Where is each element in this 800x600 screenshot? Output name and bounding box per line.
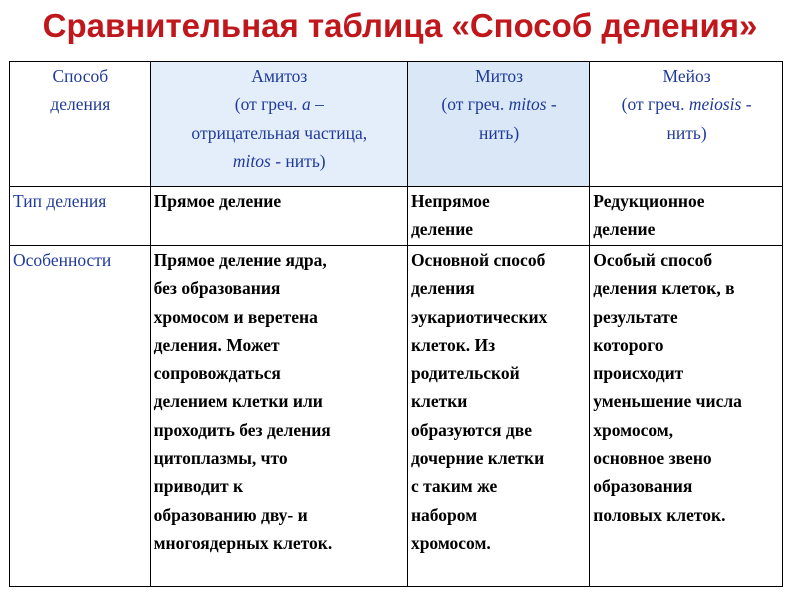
cell-line: происходит: [593, 363, 684, 384]
header-meiosis-etymology: [593, 90, 780, 118]
etymology-text: (от греч.: [621, 94, 689, 115]
cell-line: проходить без деления: [153, 419, 331, 440]
header-meiosis-cell: [590, 62, 783, 187]
etymology-text: -: [741, 94, 752, 115]
cell-line: эукариотических: [410, 306, 548, 327]
row-label-features: Особенности: [10, 246, 151, 587]
cell-line: цитоплазмы, что: [153, 448, 288, 469]
cell-line: Редукционное: [593, 191, 705, 211]
cell-line: образованию дву- и: [153, 504, 308, 525]
etymology-greek: а: [301, 94, 311, 115]
cell-line: многоядерных клеток.: [153, 532, 333, 553]
header-amitosis-etymology: отрицательная частица,: [191, 122, 368, 143]
header-mitosis-name: Митоз: [475, 66, 524, 86]
cell-line: клетки: [410, 391, 468, 412]
cell-line: половых клеток.: [593, 504, 726, 525]
etymology-text: - нить): [270, 150, 326, 171]
etymology-text: -: [546, 94, 557, 115]
table-row-features: [10, 246, 783, 587]
cell-line: сопровождаться: [153, 363, 281, 384]
cell-line: Непрямое: [410, 191, 490, 211]
etymology-text: (от греч.: [234, 94, 302, 115]
cell-line: деления: [410, 278, 475, 299]
cell-features-mitosis: [407, 246, 589, 587]
cell-line: Прямое деление ядра,: [153, 250, 327, 270]
etymology-text: (от греч.: [441, 94, 509, 115]
cell-features-meiosis: [590, 246, 783, 587]
cell-line: основное звено: [593, 448, 712, 469]
header-amitosis-name: Амитоз: [251, 66, 308, 86]
header-mitosis-etymology: [411, 90, 587, 118]
cell-line: Основной способ: [410, 250, 546, 270]
cell-line: делением клетки или: [153, 391, 323, 412]
header-amitosis-etymology: [154, 90, 405, 118]
cell-line: с таким же: [410, 476, 498, 497]
table-row-type: [10, 187, 783, 246]
cell-line: без образования: [153, 278, 281, 299]
cell-line: Особый способ: [593, 250, 713, 270]
cell-line: хромосом и веретена: [153, 306, 318, 327]
cell-line: клеток. Из: [410, 334, 496, 355]
cell-line: дочерние клетки: [410, 448, 545, 469]
header-amitosis-cell: [150, 62, 407, 187]
cell-line: образуются две: [410, 419, 532, 440]
header-corner-line: Способ: [52, 66, 109, 86]
table-header-row: [10, 62, 783, 187]
row-label-type: Тип деления: [10, 187, 151, 246]
slide-title: Сравнительная таблица «Способ деления»: [42, 7, 758, 44]
cell-line: Прямое деление: [153, 191, 282, 211]
cell-line: приводит к: [153, 476, 244, 497]
cell-line: которого: [593, 334, 664, 355]
etymology-greek: meiosis: [688, 94, 742, 115]
cell-line: родительской: [410, 363, 520, 384]
cell-line: результате: [593, 306, 678, 327]
header-amitosis-etymology: [154, 147, 405, 175]
cell-line: деления. Может: [153, 334, 280, 355]
comparison-table: [9, 61, 783, 587]
cell-line: набором: [410, 504, 478, 525]
etymology-greek: mitos: [232, 150, 271, 171]
cell-line: деление: [593, 219, 656, 240]
cell-line: деления клеток, в: [593, 278, 735, 299]
etymology-text: –: [310, 94, 324, 115]
cell-line: хромосом,: [593, 419, 674, 440]
cell-type-meiosis: [590, 187, 783, 246]
cell-line: хромосом.: [410, 532, 491, 553]
header-corner-cell: [10, 62, 151, 187]
header-corner-line: деления: [50, 94, 111, 115]
cell-line: уменьшение числа: [593, 391, 742, 412]
cell-line: деление: [410, 219, 474, 240]
header-mitosis-cell: [407, 62, 589, 187]
etymology-greek: mitos: [508, 94, 547, 115]
cell-type-mitosis: [407, 187, 589, 246]
header-meiosis-name: Мейоз: [662, 66, 711, 86]
header-mitosis-etymology: нить): [478, 122, 520, 143]
cell-line: образования: [593, 476, 693, 497]
header-meiosis-etymology: нить): [666, 122, 707, 143]
cell-features-amitosis: [150, 246, 407, 587]
cell-type-amitosis: [150, 187, 407, 246]
